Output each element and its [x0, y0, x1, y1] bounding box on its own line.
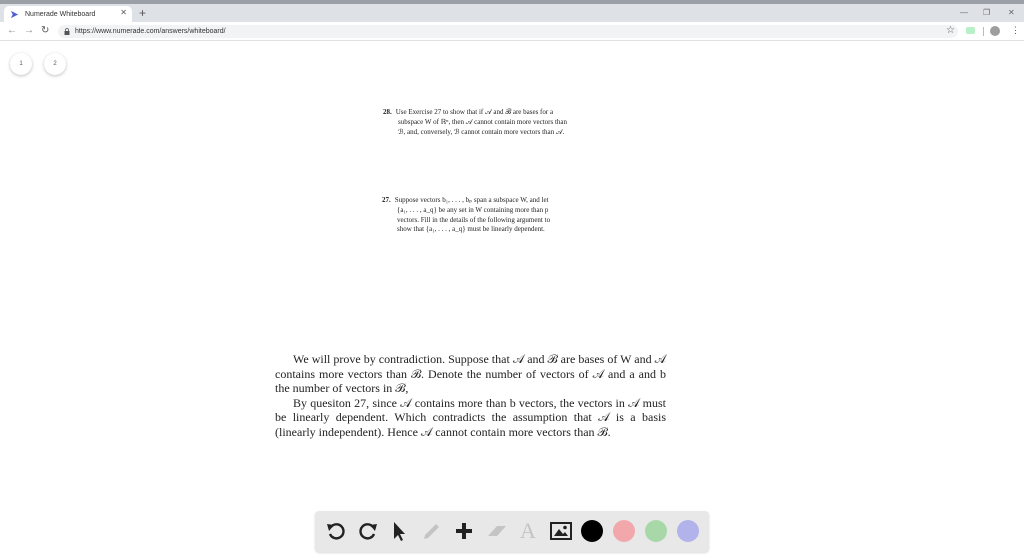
window-close-icon[interactable]: ✕	[1008, 8, 1015, 17]
url-field[interactable]	[58, 25, 958, 38]
restore-icon[interactable]: ❐	[983, 8, 991, 17]
tab-close-icon[interactable]: ✕	[120, 8, 127, 17]
exercise-line: subspace W of ℝⁿ, then 𝒜 cannot contain more vectors than	[398, 117, 568, 126]
back-icon[interactable]: ←	[7, 25, 17, 36]
exercise-number: 28.	[383, 108, 392, 116]
bookmark-star-icon[interactable]: ☆	[946, 25, 955, 36]
color-swatch-pink[interactable]	[613, 520, 635, 542]
exercise-line: ℬ, and, conversely, ℬ cannot contain more vectors than 𝒜.	[398, 127, 565, 136]
menu-icon[interactable]: ⋮	[1011, 25, 1020, 35]
profile-avatar[interactable]	[990, 26, 1000, 36]
exercise-line: vectors. Fill in the details of the following argument to	[397, 215, 551, 224]
eraser-icon[interactable]	[485, 519, 509, 543]
color-swatch-purple[interactable]	[677, 520, 699, 542]
url-text: https://www.numerade.com/answers/whiteboard/	[75, 28, 226, 35]
image-icon[interactable]	[549, 519, 573, 543]
whiteboard-toolbar	[315, 511, 709, 552]
exercise-number: 27.	[382, 196, 391, 204]
exercise-line: show that {a₁, . . . , a_q} must be linearly dependent.	[397, 225, 545, 234]
reload-icon[interactable]: ↻	[41, 25, 50, 36]
tab-bar	[0, 4, 1024, 22]
extension-icon[interactable]	[966, 27, 975, 34]
toolbar-divider	[983, 27, 984, 36]
exercise-line: {a₁, . . . , a_q} be any set in W containing more than p	[397, 205, 549, 214]
address-bar	[0, 22, 1024, 41]
page-button-1[interactable]: 1	[10, 53, 32, 75]
exercise-line: Suppose vectors b₁, . . . , bₚ span a subspace W, and let	[394, 196, 549, 204]
page-button-2[interactable]: 2	[44, 53, 66, 75]
add-icon[interactable]	[452, 519, 476, 543]
answer-text	[275, 352, 666, 440]
forward-icon[interactable]: →	[24, 25, 34, 36]
browser-tab[interactable]	[4, 6, 132, 22]
color-swatch-green[interactable]	[645, 520, 667, 542]
pencil-icon[interactable]	[420, 519, 444, 543]
answer-paragraph: We will prove by contradiction. Suppose that 𝒜 and ℬ are bases of W and 𝒜 contains more vectors than ℬ. Denote the number of vectors of 𝒜 and a and b the number of vectors in ℬ,	[275, 352, 666, 396]
text-icon[interactable]: A	[520, 518, 536, 543]
exercise-line: Use Exercise 27 to show that if 𝒜 and ℬ are bases for a	[395, 108, 554, 116]
new-tab-button[interactable]: +	[139, 6, 147, 20]
redo-icon[interactable]	[356, 519, 380, 543]
answer-paragraph: By quesiton 27, since 𝒜 contains more than b vectors, the vectors in 𝒜 must be linearly dependent. Which contradicts the assumption that 𝒜 is a basis (linearly independent). Hence 𝒜 cannot contain more vectors than ℬ.	[275, 395, 666, 439]
tab-title: Numerade Whiteboard	[25, 10, 96, 18]
minimize-icon[interactable]: —	[960, 8, 968, 17]
lock-icon	[64, 28, 70, 35]
exercise-28	[383, 108, 593, 137]
pointer-icon[interactable]	[387, 519, 411, 543]
exercise-27	[382, 196, 592, 235]
undo-icon[interactable]	[324, 519, 348, 543]
numerade-logo-icon	[10, 10, 19, 19]
color-swatch-black[interactable]	[581, 520, 603, 542]
